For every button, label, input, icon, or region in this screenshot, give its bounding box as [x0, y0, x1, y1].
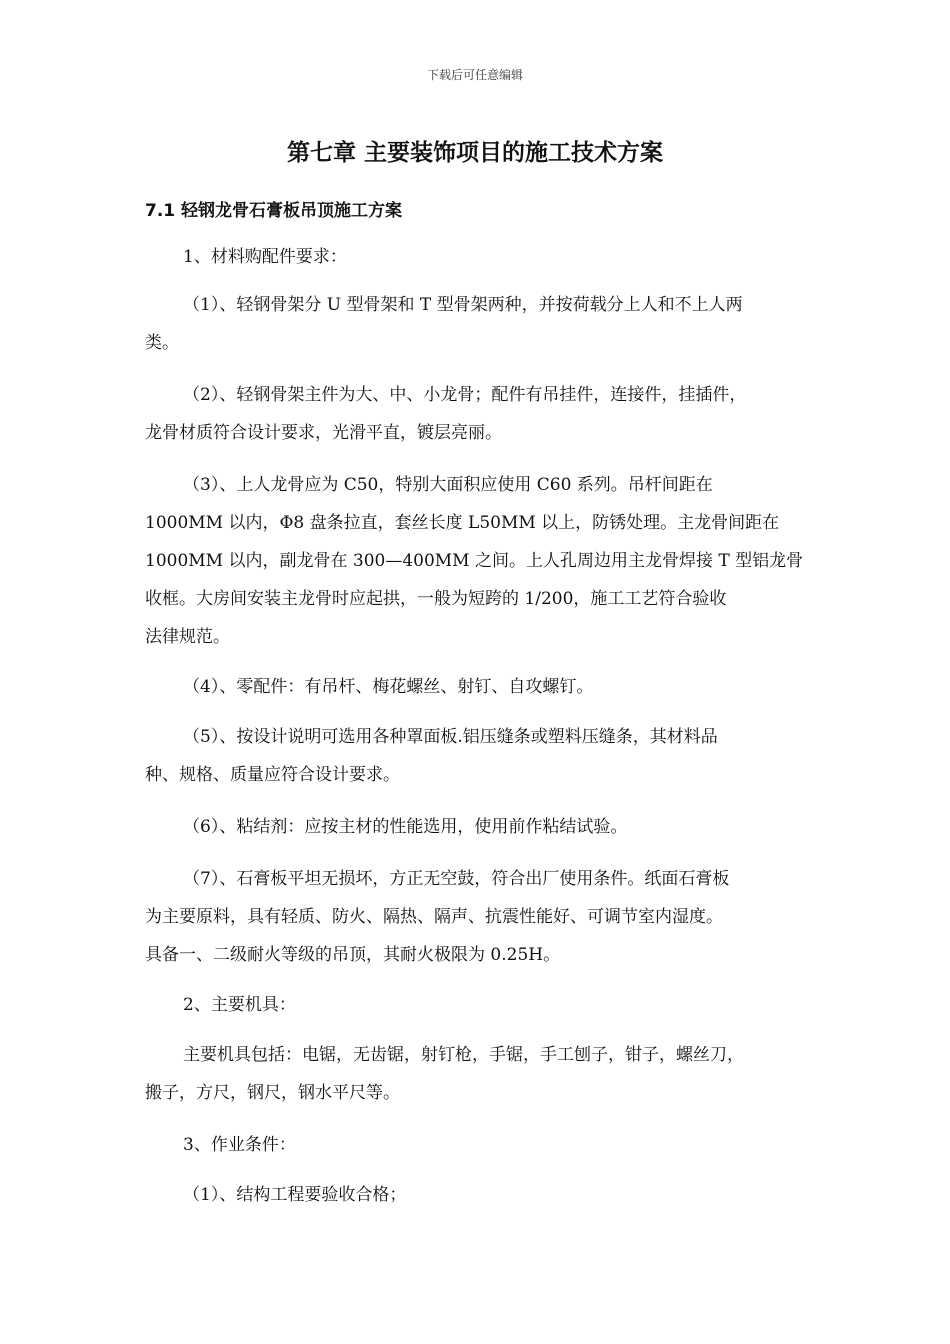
paragraph-item-5: [145, 718, 825, 794]
text-line: 主要机具包括：电锯，无齿锯，射钉枪，手锯，手工刨子，钳子，螺丝刀，: [183, 1045, 744, 1065]
text-line: 种、规格、质量应符合设计要求。: [145, 765, 400, 785]
text-line: （1）、轻钢骨架分 U 型骨架和 T 型骨架两种，并按荷载分上人和不上人两: [183, 295, 743, 315]
text-line: 为主要原料，具有轻质、防火、隔热、隔声、抗震性能好、可调节室内湿度。: [145, 907, 723, 927]
text-line: 2、主要机具：: [183, 995, 296, 1015]
paragraph-item-7: [145, 860, 825, 974]
paragraph-item-6: [145, 808, 825, 846]
text-line: 1、材料购配件要求：: [183, 247, 347, 267]
paragraph-item-1: [145, 286, 825, 362]
text-line: 法律规范。: [145, 627, 230, 647]
text-line: 收框。大房间安装主龙骨时应起拱，一般为短跨的 1/200，施工工艺符合验收: [145, 589, 727, 609]
text-line: 具备一、二级耐火等级的吊顶，其耐火极限为 0.25H。: [145, 945, 561, 965]
paragraph-materials-heading: [145, 238, 825, 276]
text-line: （7）、石膏板平坦无损坏，方正无空鼓，符合出厂使用条件。纸面石膏板: [183, 869, 730, 889]
chapter-title: 第七章 主要装饰项目的施工技术方案: [286, 140, 663, 166]
text-line: （5）、按设计说明可选用各种罩面板.铝压缝条或塑料压缝条，其材料品: [183, 727, 718, 747]
paragraph-item-3: [145, 466, 825, 656]
paragraph-tools-heading: [145, 986, 825, 1024]
text-line: 1000MM 以内，Φ8 盘条拉直，套丝长度 L50MM 以上，防锈处理。主龙骨间距在: [145, 513, 780, 533]
text-line: 3、作业条件：: [183, 1135, 296, 1155]
text-line: 搬子，方尺，钢尺，钢水平尺等。: [145, 1083, 400, 1103]
text-line: 1000MM 以内，副龙骨在 300—400MM 之间。上人孔周边用主龙骨焊接 T 型铝龙骨: [145, 551, 804, 571]
paragraph-conditions-heading: [145, 1126, 825, 1164]
text-line: （6）、粘结剂：应按主材的性能选用，使用前作粘结试验。: [183, 817, 628, 837]
paragraph-item-2: [145, 376, 825, 452]
text-line: （1）、结构工程要验收合格；: [183, 1185, 407, 1205]
paragraph-conditions-item-1: [145, 1176, 825, 1214]
text-line: 龙骨材质符合设计要求，光滑平直，镀层亮丽。: [145, 423, 502, 443]
header-note: 下载后可任意编辑: [426, 68, 523, 82]
text-line: （3）、上人龙骨应为 C50，特别大面积应使用 C60 系列。吊杆间距在: [183, 475, 713, 495]
text-line: （4）、零配件：有吊杆、梅花螺丝、射钉、自攻螺钉。: [183, 677, 594, 697]
text-line: 类。: [145, 333, 179, 353]
paragraph-tools: [145, 1036, 825, 1112]
section-heading: 7.1 轻钢龙骨石膏板吊顶施工方案: [145, 201, 403, 221]
paragraph-item-4: [145, 668, 825, 706]
text-line: （2）、轻钢骨架主件为大、中、小龙骨；配件有吊挂件，连接件，挂插件，: [183, 385, 747, 405]
